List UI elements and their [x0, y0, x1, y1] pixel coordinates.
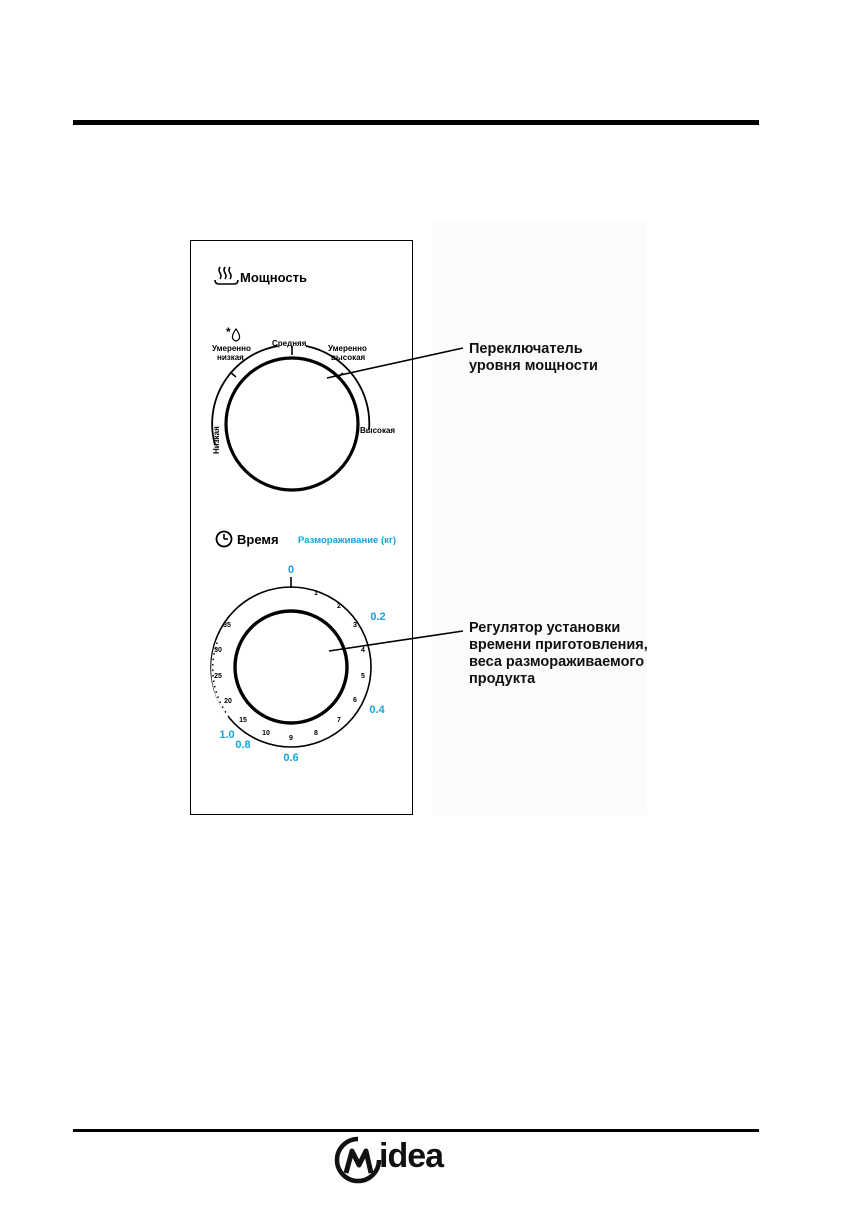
drop-icon — [232, 329, 239, 341]
minute-label: 3 — [353, 622, 357, 629]
callout-line: Переключатель — [469, 341, 583, 357]
brand-logo — [334, 1135, 464, 1185]
weight-label: 0.8 — [235, 739, 251, 751]
label-low: Низкая — [212, 426, 221, 454]
weight-label: 0.4 — [369, 704, 385, 716]
weight-label: 0.6 — [283, 752, 299, 764]
minute-label: 9 — [289, 735, 293, 742]
defrost-title: Размораживание (кг) — [298, 535, 397, 546]
timer-leader-line — [329, 631, 463, 651]
label-moderately-high-1: Умеренно — [328, 344, 367, 353]
power-title: Мощность — [240, 270, 307, 285]
heat-icon — [215, 267, 238, 284]
power-tick-left — [230, 372, 236, 377]
minute-label: 5 — [361, 673, 365, 680]
brand-wordmark: idea — [379, 1137, 444, 1175]
minute-label: 2 — [337, 603, 341, 610]
callout-line: Регулятор установки — [469, 620, 621, 636]
minute-label: 15 — [239, 717, 247, 724]
label-medium: Средняя — [272, 339, 307, 348]
minute-label: 30 — [214, 647, 222, 654]
footer-rule — [73, 1129, 759, 1132]
callout-line: веса размораживаемого — [469, 654, 645, 670]
minute-label: 25 — [214, 673, 222, 680]
timer-callout — [469, 620, 648, 688]
timer-title: Время — [237, 532, 279, 547]
weight-label: 1.0 — [219, 729, 235, 741]
minute-label: 7 — [337, 717, 341, 724]
minute-label: 20 — [224, 698, 232, 705]
timer-knob[interactable] — [235, 611, 347, 723]
label-moderately-high-2: высокая — [331, 353, 366, 362]
minute-label: 6 — [353, 697, 357, 704]
weight-label: 0 — [287, 564, 295, 576]
minute-label: 8 — [314, 730, 318, 737]
label-high: Высокая — [360, 426, 396, 435]
minute-label: 1 — [314, 590, 318, 597]
minute-label: 35 — [223, 622, 231, 629]
callout-line: продукта — [469, 671, 536, 687]
label-moderately-low-2: низкая — [217, 353, 244, 362]
weight-label: 0.2 — [370, 611, 386, 623]
minute-label: 4 — [361, 647, 365, 654]
clock-icon — [217, 532, 232, 547]
callout-line: времени приготовления, — [469, 637, 648, 653]
power-callout — [469, 341, 598, 375]
label-moderately-low-1: Умеренно — [212, 344, 251, 353]
brand-mark-icon — [334, 1135, 382, 1185]
callout-line: уровня мощности — [469, 358, 598, 374]
defrost-star: * — [226, 325, 231, 339]
minute-label: 10 — [262, 730, 270, 737]
